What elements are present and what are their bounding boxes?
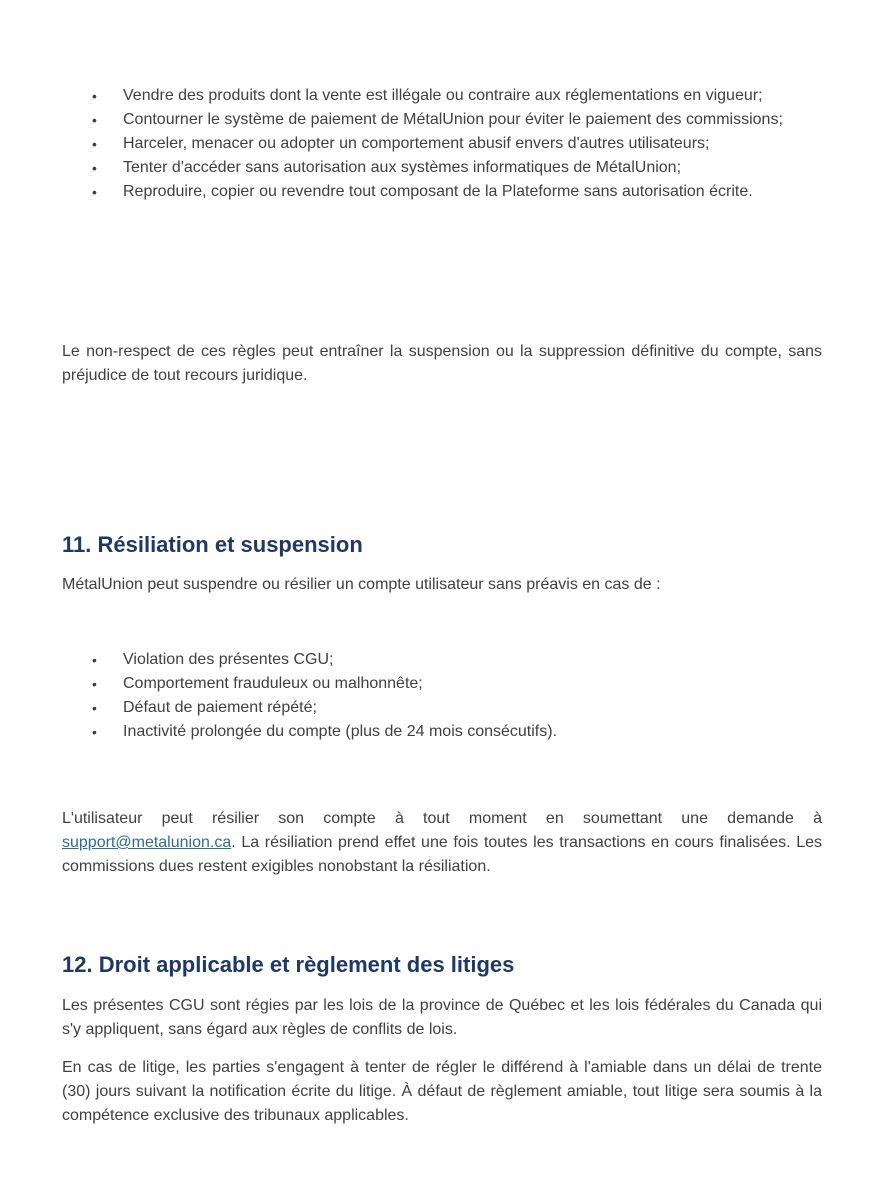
list-item bbox=[62, 180, 822, 204]
bullet-icon: • bbox=[92, 136, 97, 152]
list-item bbox=[62, 648, 822, 672]
bullet-icon: • bbox=[92, 676, 97, 692]
non-respect-paragraph: Le non-respect de ces règles peut entraîner la suspension ou la suppression définitive du compte, sans préjudice de tout recours juridique. bbox=[62, 343, 822, 384]
user-termination-text-before: L'utilisateur peut résilier son compte à tout moment en soumettant une demande à bbox=[62, 810, 822, 827]
list-item-text: Défaut de paiement répété; bbox=[123, 699, 317, 716]
bullet-icon: • bbox=[92, 700, 97, 716]
list-item bbox=[62, 108, 822, 132]
bullet-icon: • bbox=[92, 112, 97, 128]
list-item-text: Inactivité prolongée du compte (plus de 24 mois consécutifs). bbox=[123, 723, 558, 740]
dispute-resolution-paragraph: En cas de litige, les parties s'engagent à tenter de régler le différend à l'amiable dans un délai de trente (30) jours suivant la notification écrite du litige. À défaut de règlement amiable, tout litige sera soumis à la compétence exclusive des tribunaux applicables. bbox=[62, 1059, 822, 1124]
list-item-text: Tenter d'accéder sans autorisation aux systèmes informatiques de MétalUnion; bbox=[123, 159, 682, 176]
bullet-icon: • bbox=[92, 724, 97, 740]
termination-reasons-list bbox=[62, 648, 822, 744]
section-12-heading: 12. Droit applicable et règlement des litiges bbox=[62, 952, 515, 977]
list-item-text: Harceler, menacer ou adopter un comportement abusif envers d'autres utilisateurs; bbox=[123, 135, 710, 152]
list-item bbox=[62, 720, 822, 744]
list-item bbox=[62, 156, 822, 180]
list-item bbox=[62, 672, 822, 696]
bullet-icon: • bbox=[92, 184, 97, 200]
bullet-icon: • bbox=[92, 652, 97, 668]
section-11-heading: 11. Résiliation et suspension bbox=[62, 532, 363, 557]
list-item bbox=[62, 84, 822, 108]
section-11-intro: MétalUnion peut suspendre ou résilier un compte utilisateur sans préavis en cas de : bbox=[62, 576, 661, 593]
user-termination-text-after: . La résiliation prend effet une fois toutes les transactions en cours finalisées. Les commissions dues restent exigibles nonobstant la résiliation. bbox=[62, 834, 822, 875]
list-item-text: Reproduire, copier ou revendre tout composant de la Plateforme sans autorisation écrite. bbox=[123, 183, 753, 200]
list-item-text: Violation des présentes CGU; bbox=[123, 651, 334, 668]
bullet-icon: • bbox=[92, 88, 97, 104]
user-termination-paragraph bbox=[62, 807, 822, 879]
list-item-text: Vendre des produits dont la vente est illégale ou contraire aux réglementations en vigueur; bbox=[123, 87, 763, 104]
governing-law-paragraph: Les présentes CGU sont régies par les lois de la province de Québec et les lois fédérales du Canada qui s'y appliquent, sans égard aux règles de conflits de lois. bbox=[62, 997, 822, 1038]
support-email-link[interactable]: support@metalunion.ca bbox=[62, 834, 232, 851]
list-item bbox=[62, 696, 822, 720]
list-item bbox=[62, 132, 822, 156]
list-item-text: Comportement frauduleux ou malhonnête; bbox=[123, 675, 423, 692]
bullet-icon: • bbox=[92, 160, 97, 176]
prohibited-actions-list bbox=[62, 84, 822, 204]
list-item-text: Contourner le système de paiement de MétalUnion pour éviter le paiement des commissions; bbox=[123, 111, 783, 128]
